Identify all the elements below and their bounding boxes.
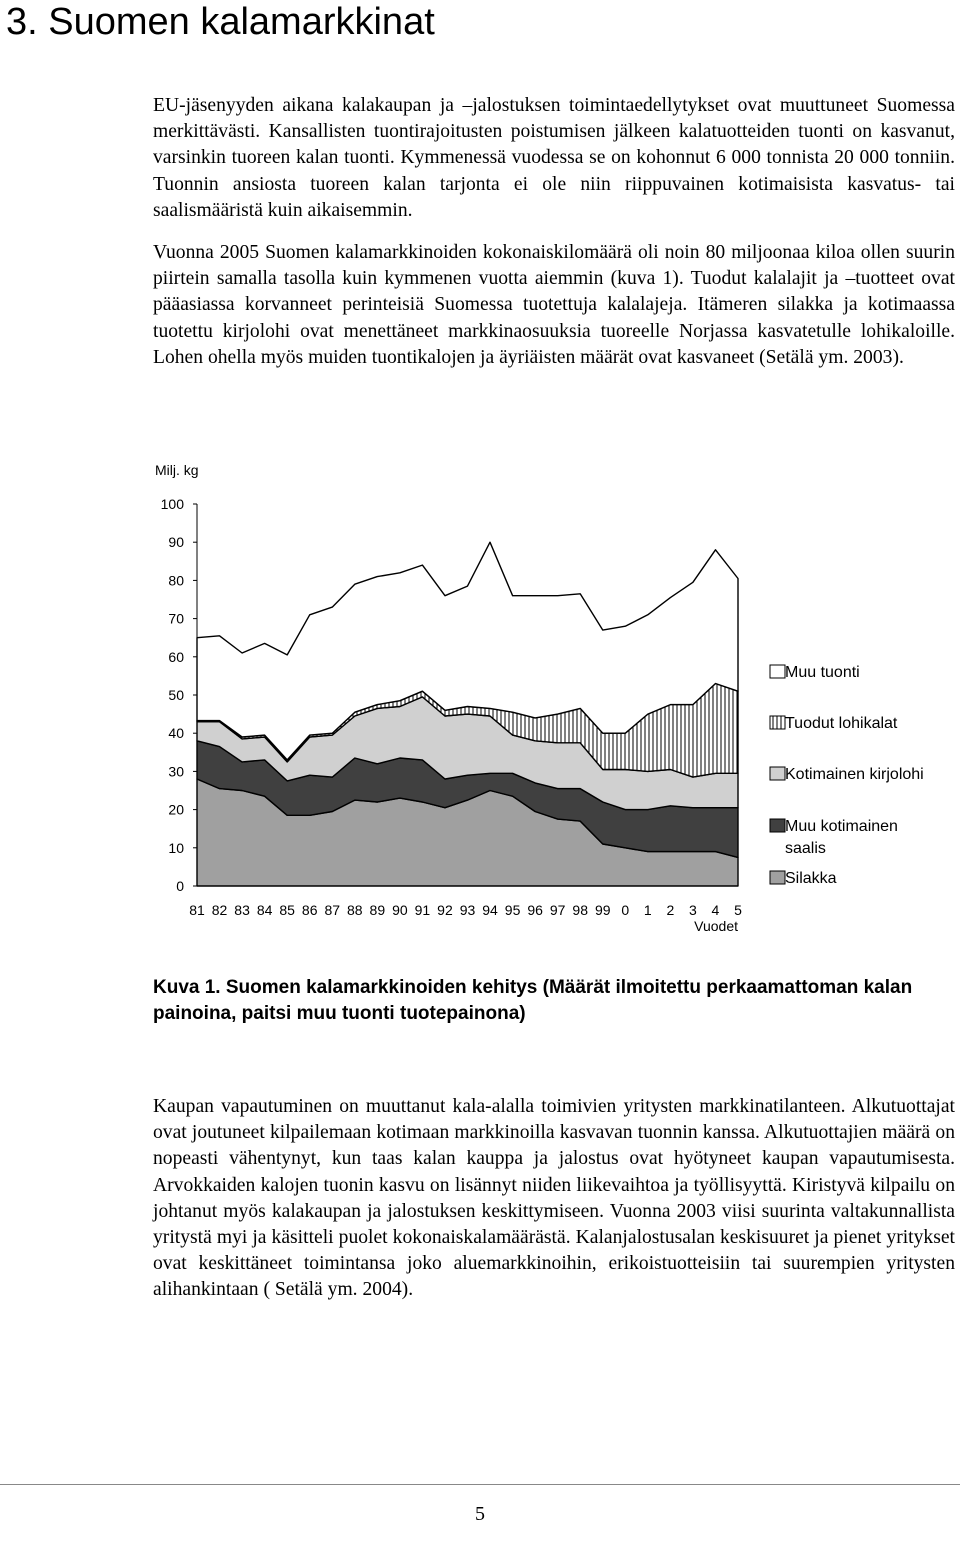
x-tick-label: 90	[392, 902, 408, 918]
y-tick-label: 10	[168, 839, 184, 856]
legend-swatch-silakka	[770, 871, 785, 884]
x-tick-label: 87	[324, 902, 341, 918]
legend-label: Muu kotimainen saalis	[785, 818, 898, 857]
x-tick-label: 92	[437, 902, 453, 918]
footer-rule	[0, 1484, 960, 1485]
fish-market-area-chart	[140, 455, 960, 945]
y-tick-label: 40	[168, 725, 184, 742]
x-tick-label: 5	[734, 902, 742, 918]
paragraph-3: Kaupan vapautuminen on muuttanut kala-alalla toimivien yritysten markkinatilanteen. Alkutuottajat ovat joutuneet kilpailemaan kotimaan markkinoilla kasvavan tuonnin kanssa. Alkutuottajien määrä on nopeasti vähentynyt, kun taas kalan kauppa ja jalostus ovat hyötyneet kaupan vapautumisesta. Arvokkaiden kalojen tuonin kasvu on lisännyt niiden liikevaihtoa ja työllisyyttä. Kiristyvä kilpailu on johtanut myös kalakaupan ja jalostuksen keskittymiseen. Vuonna 2003 viisi suurinta valtakunnallista yritystä myi ja käsitteli puolet kokonaiskalamäärästä. Kalanjalostusalan keskisuuret ja pienet yritykset ovat keskittäneet toimintansa joko aluemarkkinoihin, erikoistuotteisiin tai suurempien yritysten alihankintaan ( Setälä ym. 2004).	[153, 1096, 955, 1301]
y-tick-label: 50	[168, 687, 184, 703]
x-tick-label: 98	[572, 902, 588, 918]
x-tick-label: 1	[643, 902, 652, 918]
legend-swatch-muu-tuonti	[770, 665, 785, 678]
x-tick-label: 96	[527, 902, 543, 918]
figure-caption: Kuva 1. Suomen kalamarkkinoiden kehitys (Määrät ilmoitettu perkaamattoman kalan painoina, paitsi muu tuonti tuotepainona)	[153, 977, 913, 1024]
x-tick-label: 91	[414, 902, 431, 918]
legend-label: Silakka	[785, 870, 837, 887]
x-tick-label: 95	[504, 902, 521, 918]
y-tick-label: 100	[160, 496, 184, 512]
page-number: 5	[475, 1503, 485, 1525]
x-tick-label: 82	[211, 902, 228, 918]
x-tick-label: 88	[347, 902, 363, 918]
legend-swatch-tuodut-lohikalat	[770, 716, 785, 729]
y-axis-label: Milj. kg	[155, 462, 199, 478]
legend-label: Muu tuonti	[785, 664, 860, 681]
x-tick-label: 84	[256, 902, 273, 918]
section-title: 3. Suomen kalamarkkinat	[6, 1, 435, 43]
y-tick-label: 90	[168, 534, 184, 551]
y-tick-label: 20	[168, 801, 184, 818]
x-tick-label: 83	[234, 902, 250, 918]
x-tick-label: 3	[689, 902, 697, 918]
legend-label: Tuodut lohikalat	[785, 715, 898, 732]
x-tick-label: 0	[621, 902, 630, 918]
y-tick-label: 0	[176, 878, 184, 894]
x-tick-label: 94	[482, 902, 498, 918]
legend-swatch-kotimainen-kirjolohi	[770, 767, 785, 780]
x-tick-label: 2	[666, 902, 675, 918]
paragraph-1: EU-jäsenyyden aikana kalakaupan ja –jalostuksen toimintaedellytykset ovat muuttuneet Suomessa merkittävästi. Kansallisten tuontirajoitusten poistumisen jälkeen kalatuotteiden tuonti on kasvanut, varsinkin tuoreen kalan tuonti. Kymmenessä vuodessa se on kohonnut 6 000 tonnista 20 000 tonniin. Tuonnin ansiosta tuoreen kalan tarjonta ei ole niin riippuvainen kotimaisista kasvatus- tai saalismääristä kuin aikaisemmin.	[153, 95, 955, 221]
y-tick-label: 30	[168, 763, 184, 780]
y-tick-label: 80	[168, 572, 184, 589]
paragraph-2: Vuonna 2005 Suomen kalamarkkinoiden kokonaiskilomäärä oli noin 80 miljoonaa kiloa ollen suurin piirtein samalla tasolla kuin kymmenen vuotta aiemmin (kuva 1). Tuodut kalalajit ja –tuotteet ovat pääasiassa korvanneet perinteisiä Suomessa tuotettuja kalalajeja. Itämeren silakka ja kotimaassa tuotettu kirjolohi ovat menettäneet markkinaosuuksia tuoreelle Norjassa kasvatetulle lohikaloille. Lohen ohella myös muiden tuontikalojen ja äyriäisten määrät ovat kasvaneet (Setälä ym. 2003).	[153, 242, 955, 368]
y-tick-label: 70	[168, 610, 184, 627]
x-axis-label: Vuodet	[694, 918, 738, 934]
x-tick-label: 97	[549, 902, 566, 918]
legend-label: Kotimainen kirjolohi	[785, 766, 924, 783]
x-tick-label: 93	[459, 902, 476, 918]
y-tick-label: 60	[168, 648, 184, 665]
x-tick-label: 85	[279, 902, 295, 918]
legend-swatch-muu-kotimainen-saalis	[770, 819, 785, 832]
x-tick-label: 4	[711, 902, 720, 918]
x-tick-label: 89	[369, 902, 386, 918]
x-tick-label: 81	[189, 902, 205, 918]
x-tick-label: 99	[594, 902, 611, 918]
x-tick-label: 86	[301, 902, 318, 918]
